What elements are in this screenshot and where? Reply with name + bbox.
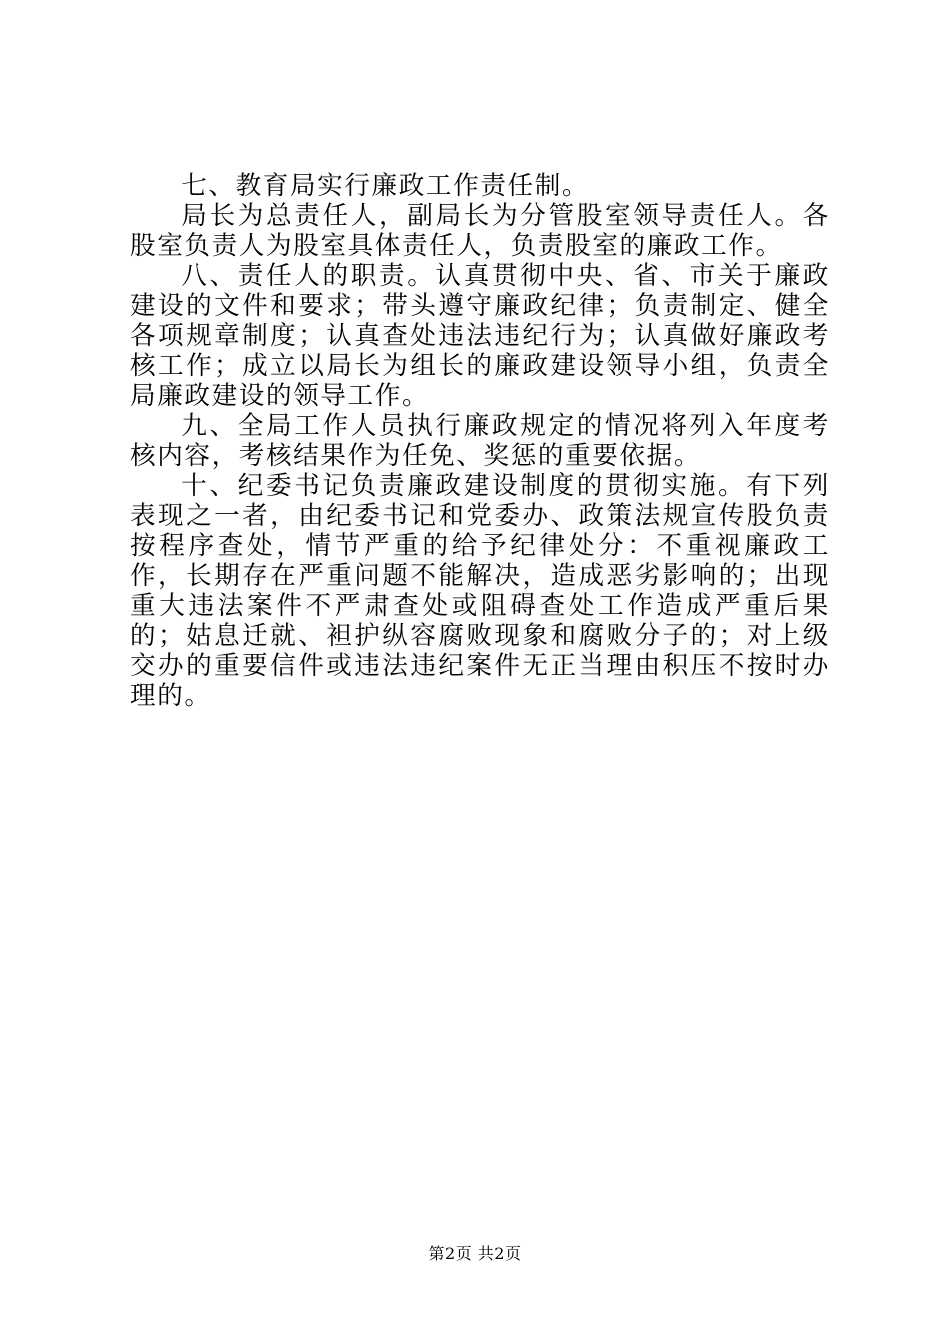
paragraph-section-7: 七、教育局实行廉政工作责任制。 <box>181 171 590 201</box>
document-body <box>130 171 830 711</box>
page-number-footer: 第2页 共2页 <box>428 1244 522 1263</box>
paragraph-section-10: 十、纪委书记负责廉政建设制度的贯彻实施。有下列表现之一者，由纪委书记和党委办、政策法规宣传股负责按程序查处，情节严重的给予纪律处分：不重视廉政工作，长期存在严重问题不能解决，造成恶劣影响的；出现重大违法案件不严肃查处或阻碍查处工作造成严重后果的；姑息迁就、袒护纵容腐败现象和腐败分子的；对上级交办的重要信件或违法违纪案件无正当理由积压不按时办理的。 <box>130 471 830 711</box>
paragraph-responsibility-structure: 局长为总责任人，副局长为分管股室领导责任人。各股室负责人为股室具体责任人，负责股室的廉政工作。 <box>130 201 830 261</box>
paragraph-section-9: 九、全局工作人员执行廉政规定的情况将列入年度考核内容，考核结果作为任免、奖惩的重要依据。 <box>130 411 830 471</box>
paragraph-section-8: 八、责任人的职责。认真贯彻中央、省、市关于廉政建设的文件和要求；带头遵守廉政纪律；负责制定、健全各项规章制度；认真查处违法违纪行为；认真做好廉政考核工作；成立以局长为组长的廉政建设领导小组，负责全局廉政建设的领导工作。 <box>130 261 830 411</box>
